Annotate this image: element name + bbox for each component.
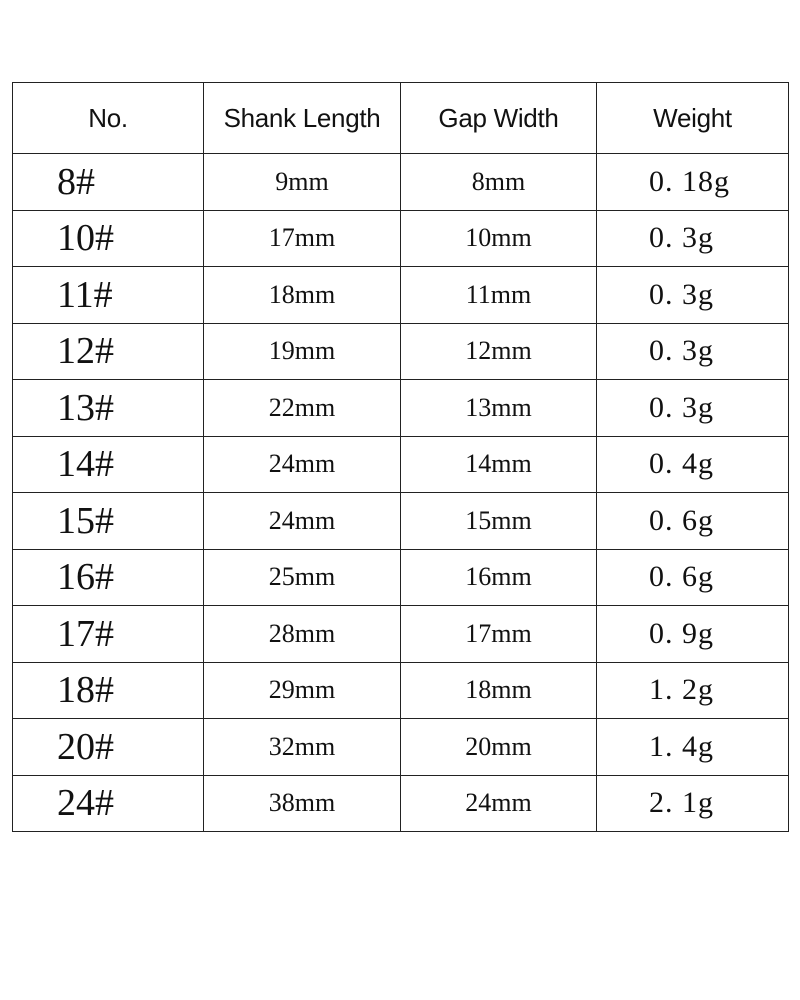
cell-size-number: 11# xyxy=(13,267,204,324)
cell-gap-width: 13mm xyxy=(401,380,597,437)
cell-gap-width: 8mm xyxy=(401,154,597,211)
cell-gap-width: 24mm xyxy=(401,775,597,832)
cell-weight: 0. 4g xyxy=(597,436,789,493)
cell-size-number: 18# xyxy=(13,662,204,719)
cell-shank-length: 19mm xyxy=(204,323,401,380)
cell-gap-width: 20mm xyxy=(401,719,597,776)
cell-gap-width: 16mm xyxy=(401,549,597,606)
header-shank-length: Shank Length xyxy=(204,83,401,154)
cell-gap-width: 14mm xyxy=(401,436,597,493)
cell-size-number: 14# xyxy=(13,436,204,493)
cell-gap-width: 17mm xyxy=(401,606,597,663)
cell-size-number: 10# xyxy=(13,210,204,267)
cell-size-number: 12# xyxy=(13,323,204,380)
cell-shank-length: 29mm xyxy=(204,662,401,719)
table-row xyxy=(13,436,789,493)
cell-size-number: 20# xyxy=(13,719,204,776)
cell-shank-length: 22mm xyxy=(204,380,401,437)
cell-weight: 1. 2g xyxy=(597,662,789,719)
header-no: No. xyxy=(13,83,204,154)
table-row xyxy=(13,210,789,267)
table-row xyxy=(13,775,789,832)
table-row xyxy=(13,323,789,380)
table-row xyxy=(13,549,789,606)
cell-shank-length: 32mm xyxy=(204,719,401,776)
cell-size-number: 24# xyxy=(13,775,204,832)
cell-gap-width: 10mm xyxy=(401,210,597,267)
cell-shank-length: 9mm xyxy=(204,154,401,211)
table-row xyxy=(13,606,789,663)
cell-gap-width: 18mm xyxy=(401,662,597,719)
header-row xyxy=(13,83,789,154)
cell-weight: 0. 3g xyxy=(597,323,789,380)
cell-weight: 0. 3g xyxy=(597,210,789,267)
cell-weight: 0. 3g xyxy=(597,267,789,324)
cell-gap-width: 11mm xyxy=(401,267,597,324)
cell-size-number: 17# xyxy=(13,606,204,663)
cell-shank-length: 25mm xyxy=(204,549,401,606)
cell-size-number: 13# xyxy=(13,380,204,437)
table-row xyxy=(13,662,789,719)
cell-weight: 0. 9g xyxy=(597,606,789,663)
cell-size-number: 16# xyxy=(13,549,204,606)
cell-weight: 0. 18g xyxy=(597,154,789,211)
header-weight: Weight xyxy=(597,83,789,154)
hook-size-table xyxy=(12,82,789,832)
cell-shank-length: 18mm xyxy=(204,267,401,324)
table-body xyxy=(13,154,789,832)
table-row xyxy=(13,267,789,324)
cell-weight: 0. 6g xyxy=(597,549,789,606)
cell-gap-width: 12mm xyxy=(401,323,597,380)
cell-shank-length: 24mm xyxy=(204,436,401,493)
header-gap-width: Gap Width xyxy=(401,83,597,154)
table-row xyxy=(13,380,789,437)
table-row xyxy=(13,719,789,776)
cell-shank-length: 24mm xyxy=(204,493,401,550)
cell-shank-length: 17mm xyxy=(204,210,401,267)
cell-gap-width: 15mm xyxy=(401,493,597,550)
cell-weight: 2. 1g xyxy=(597,775,789,832)
cell-weight: 0. 6g xyxy=(597,493,789,550)
cell-size-number: 15# xyxy=(13,493,204,550)
cell-size-number: 8# xyxy=(13,154,204,211)
table-row xyxy=(13,154,789,211)
cell-weight: 0. 3g xyxy=(597,380,789,437)
cell-shank-length: 28mm xyxy=(204,606,401,663)
table-header xyxy=(13,83,789,154)
table-row xyxy=(13,493,789,550)
cell-weight: 1. 4g xyxy=(597,719,789,776)
cell-shank-length: 38mm xyxy=(204,775,401,832)
